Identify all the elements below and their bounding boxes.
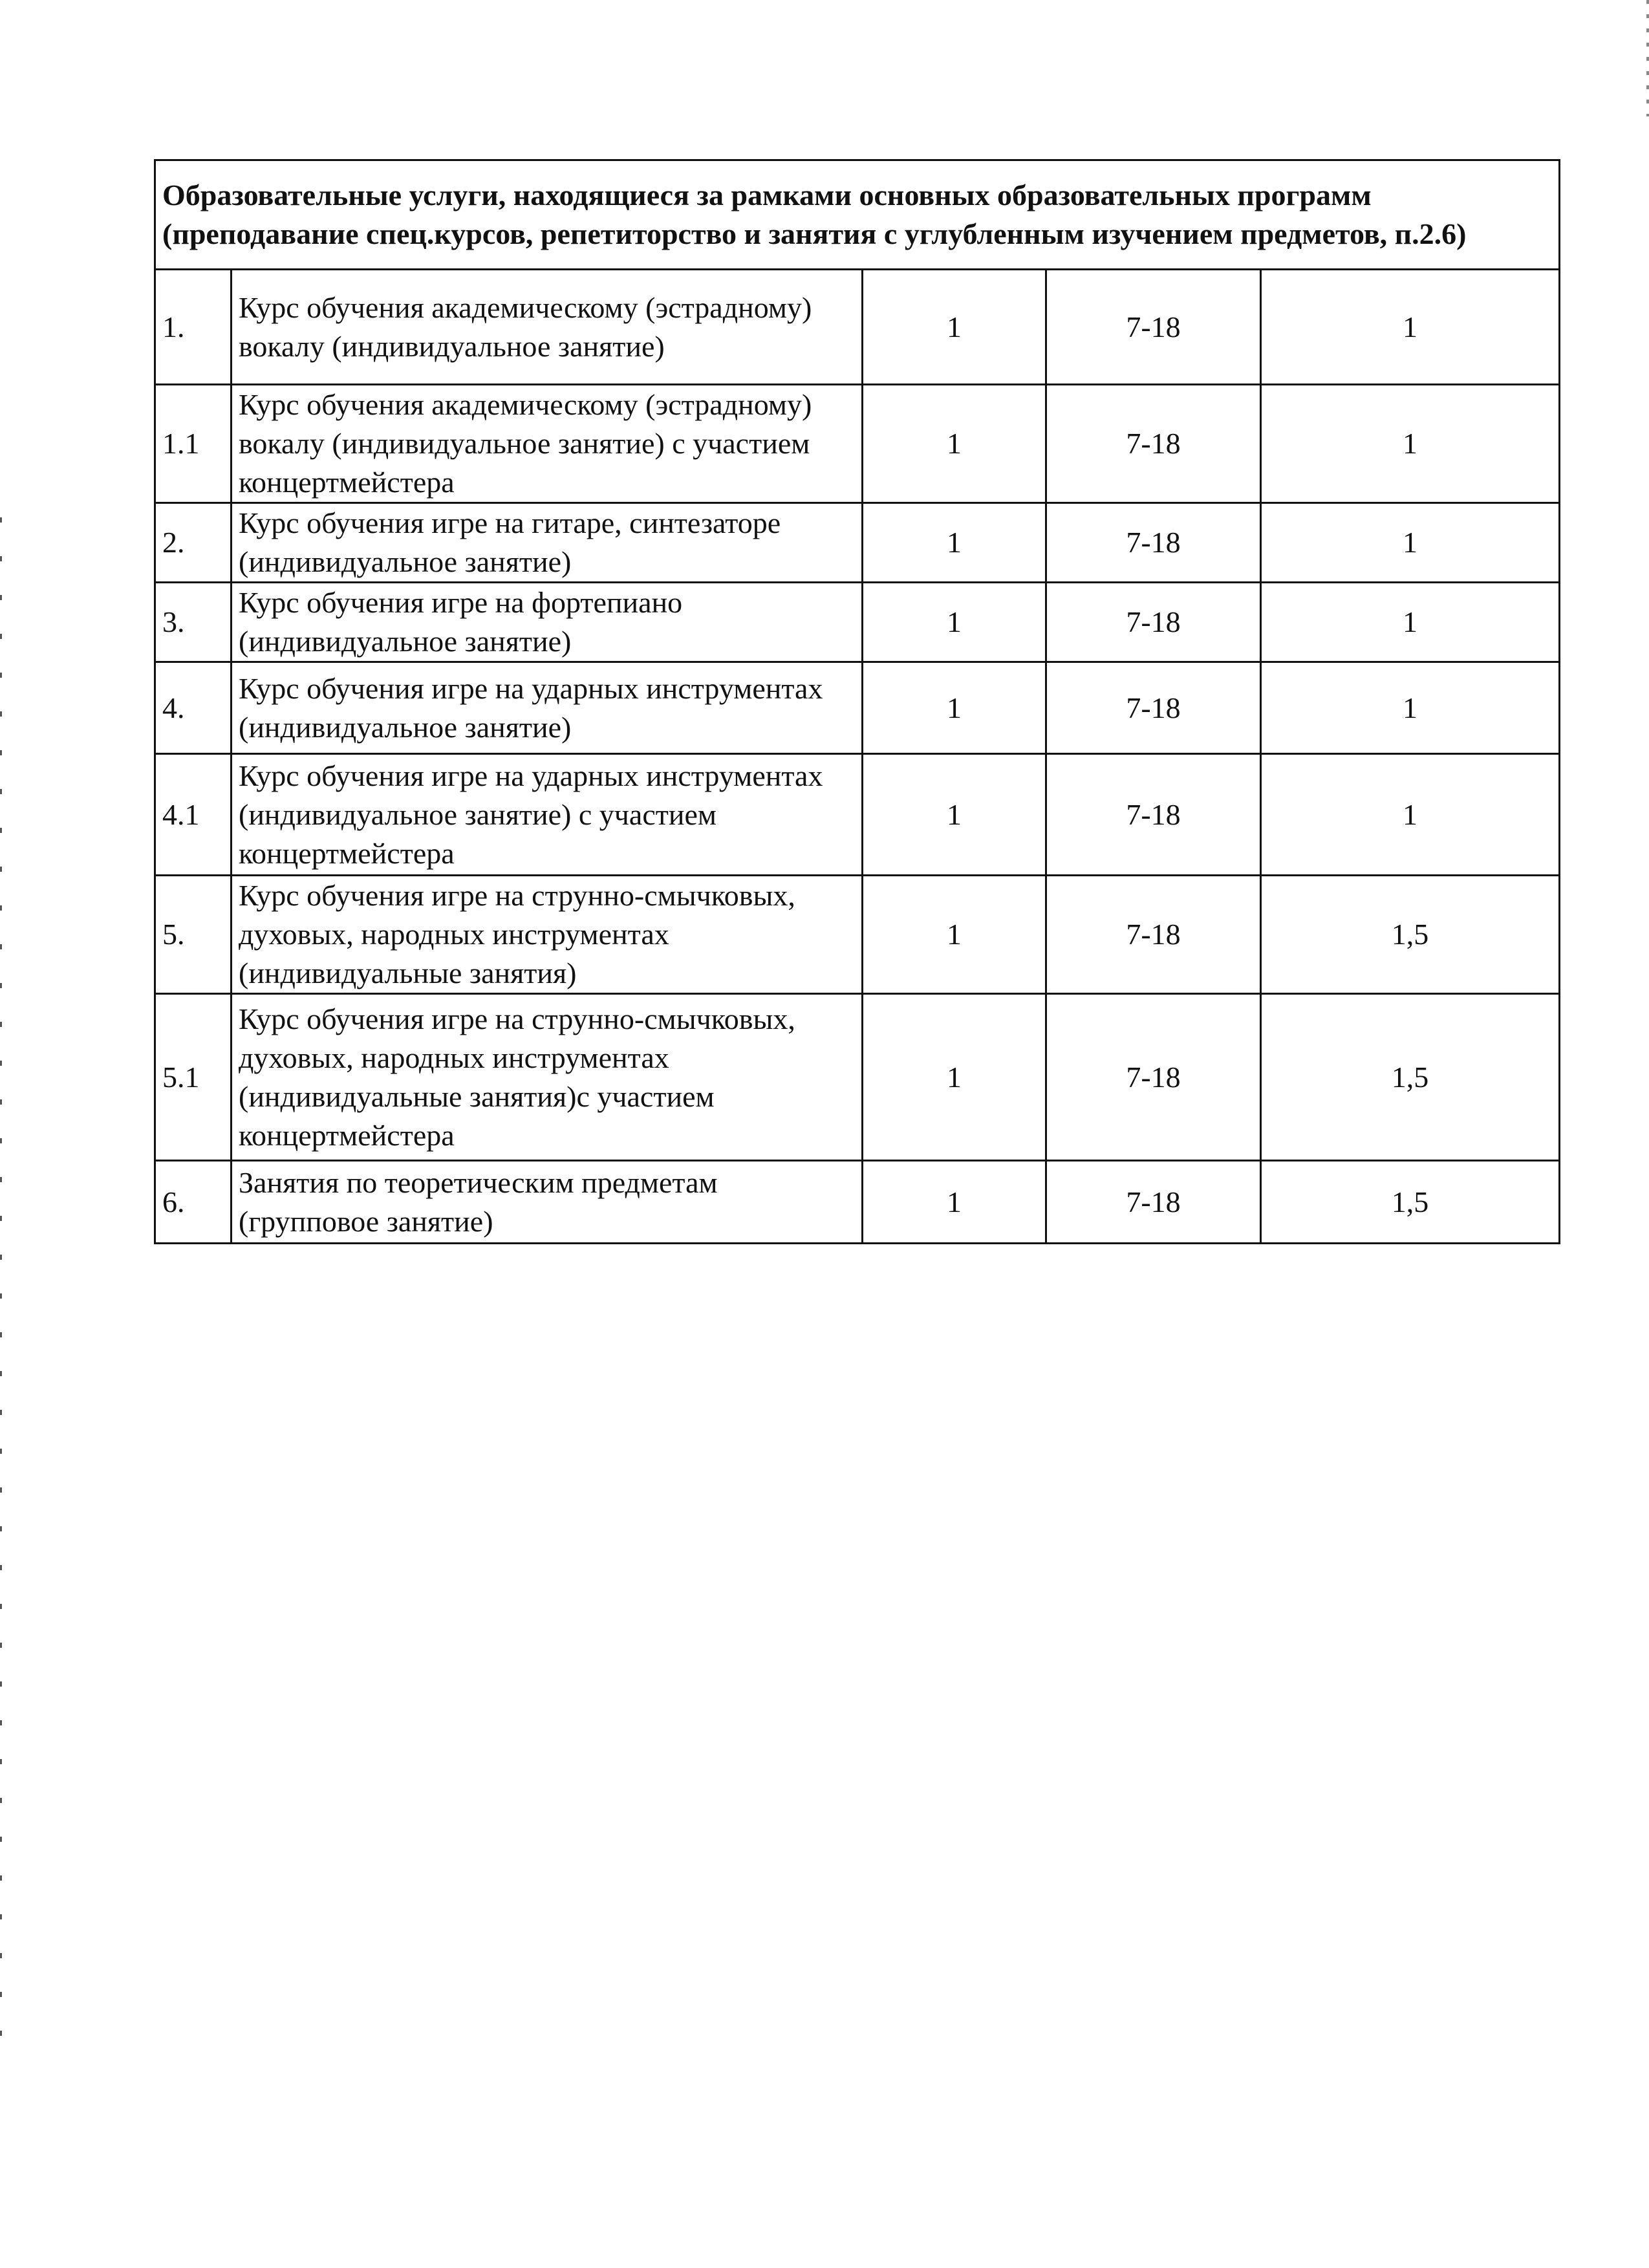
table-row bbox=[155, 876, 1560, 994]
table-row bbox=[155, 1161, 1560, 1244]
course-name: Курс обучения игре на ударных инструментах (индивидуальное занятие) bbox=[232, 662, 863, 754]
age-range: 7-18 bbox=[1046, 662, 1261, 754]
row-number: 1. bbox=[155, 270, 232, 385]
value-col1: 1 bbox=[863, 1161, 1046, 1244]
table-row bbox=[155, 503, 1560, 583]
value-col1: 1 bbox=[863, 754, 1046, 876]
table-row bbox=[155, 662, 1560, 754]
age-range: 7-18 bbox=[1046, 754, 1261, 876]
age-range: 7-18 bbox=[1046, 583, 1261, 662]
course-name: Курс обучения игре на струнно-смычковых, духовых, народных инструментах (индивидуальные занятия)с участием концертмейстера bbox=[232, 994, 863, 1161]
table-row bbox=[155, 270, 1560, 385]
row-number: 1.1 bbox=[155, 385, 232, 503]
age-range: 7-18 bbox=[1046, 385, 1261, 503]
value-col1: 1 bbox=[863, 876, 1046, 994]
age-range: 7-18 bbox=[1046, 1161, 1261, 1244]
row-number: 6. bbox=[155, 1161, 232, 1244]
value-col3: 1,5 bbox=[1261, 1161, 1560, 1244]
table-row bbox=[155, 583, 1560, 662]
value-col3: 1 bbox=[1261, 662, 1560, 754]
age-range: 7-18 bbox=[1046, 994, 1261, 1161]
value-col3: 1 bbox=[1261, 385, 1560, 503]
value-col3: 1 bbox=[1261, 583, 1560, 662]
value-col3: 1,5 bbox=[1261, 994, 1560, 1161]
value-col1: 1 bbox=[863, 662, 1046, 754]
services-table bbox=[154, 159, 1560, 1244]
row-number: 2. bbox=[155, 503, 232, 583]
value-col1: 1 bbox=[863, 385, 1046, 503]
course-name: Курс обучения игре на гитаре, синтезаторе (индивидуальное занятие) bbox=[232, 503, 863, 583]
age-range: 7-18 bbox=[1046, 270, 1261, 385]
table-header-row bbox=[155, 160, 1560, 270]
row-number: 3. bbox=[155, 583, 232, 662]
course-name: Курс обучения игре на фортепиано (индивидуальное занятие) bbox=[232, 583, 863, 662]
course-name: Курс обучения игре на струнно-смычковых, духовых, народных инструментах (индивидуальные занятия) bbox=[232, 876, 863, 994]
course-name: Курс обучения игре на ударных инструментах (индивидуальное занятие) с участием концертмейстера bbox=[232, 754, 863, 876]
table-row bbox=[155, 994, 1560, 1161]
value-col3: 1 bbox=[1261, 270, 1560, 385]
course-name: Занятия по теоретическим предметам (групповое занятие) bbox=[232, 1161, 863, 1244]
row-number: 5. bbox=[155, 876, 232, 994]
value-col1: 1 bbox=[863, 503, 1046, 583]
age-range: 7-18 bbox=[1046, 876, 1261, 994]
course-name: Курс обучения академическому (эстрадному) вокалу (индивидуальное занятие) с участием концертмейстера bbox=[232, 385, 863, 503]
row-number: 4. bbox=[155, 662, 232, 754]
scan-edge-marks bbox=[0, 517, 2, 2069]
age-range: 7-18 bbox=[1046, 503, 1261, 583]
table-row bbox=[155, 754, 1560, 876]
value-col1: 1 bbox=[863, 994, 1046, 1161]
course-name: Курс обучения академическому (эстрадному) вокалу (индивидуальное занятие) bbox=[232, 270, 863, 385]
scan-corner-marks bbox=[1646, 0, 1649, 116]
value-col3: 1 bbox=[1261, 754, 1560, 876]
value-col3: 1 bbox=[1261, 503, 1560, 583]
table-header: Образовательные услуги, находящиеся за рамками основных образовательных программ (преподавание спец.курсов, репетиторство и занятия с углубленным изучением предметов, п.2.6) bbox=[155, 160, 1560, 270]
value-col1: 1 bbox=[863, 583, 1046, 662]
row-number: 5.1 bbox=[155, 994, 232, 1161]
row-number: 4.1 bbox=[155, 754, 232, 876]
value-col3: 1,5 bbox=[1261, 876, 1560, 994]
value-col1: 1 bbox=[863, 270, 1046, 385]
table-row bbox=[155, 385, 1560, 503]
